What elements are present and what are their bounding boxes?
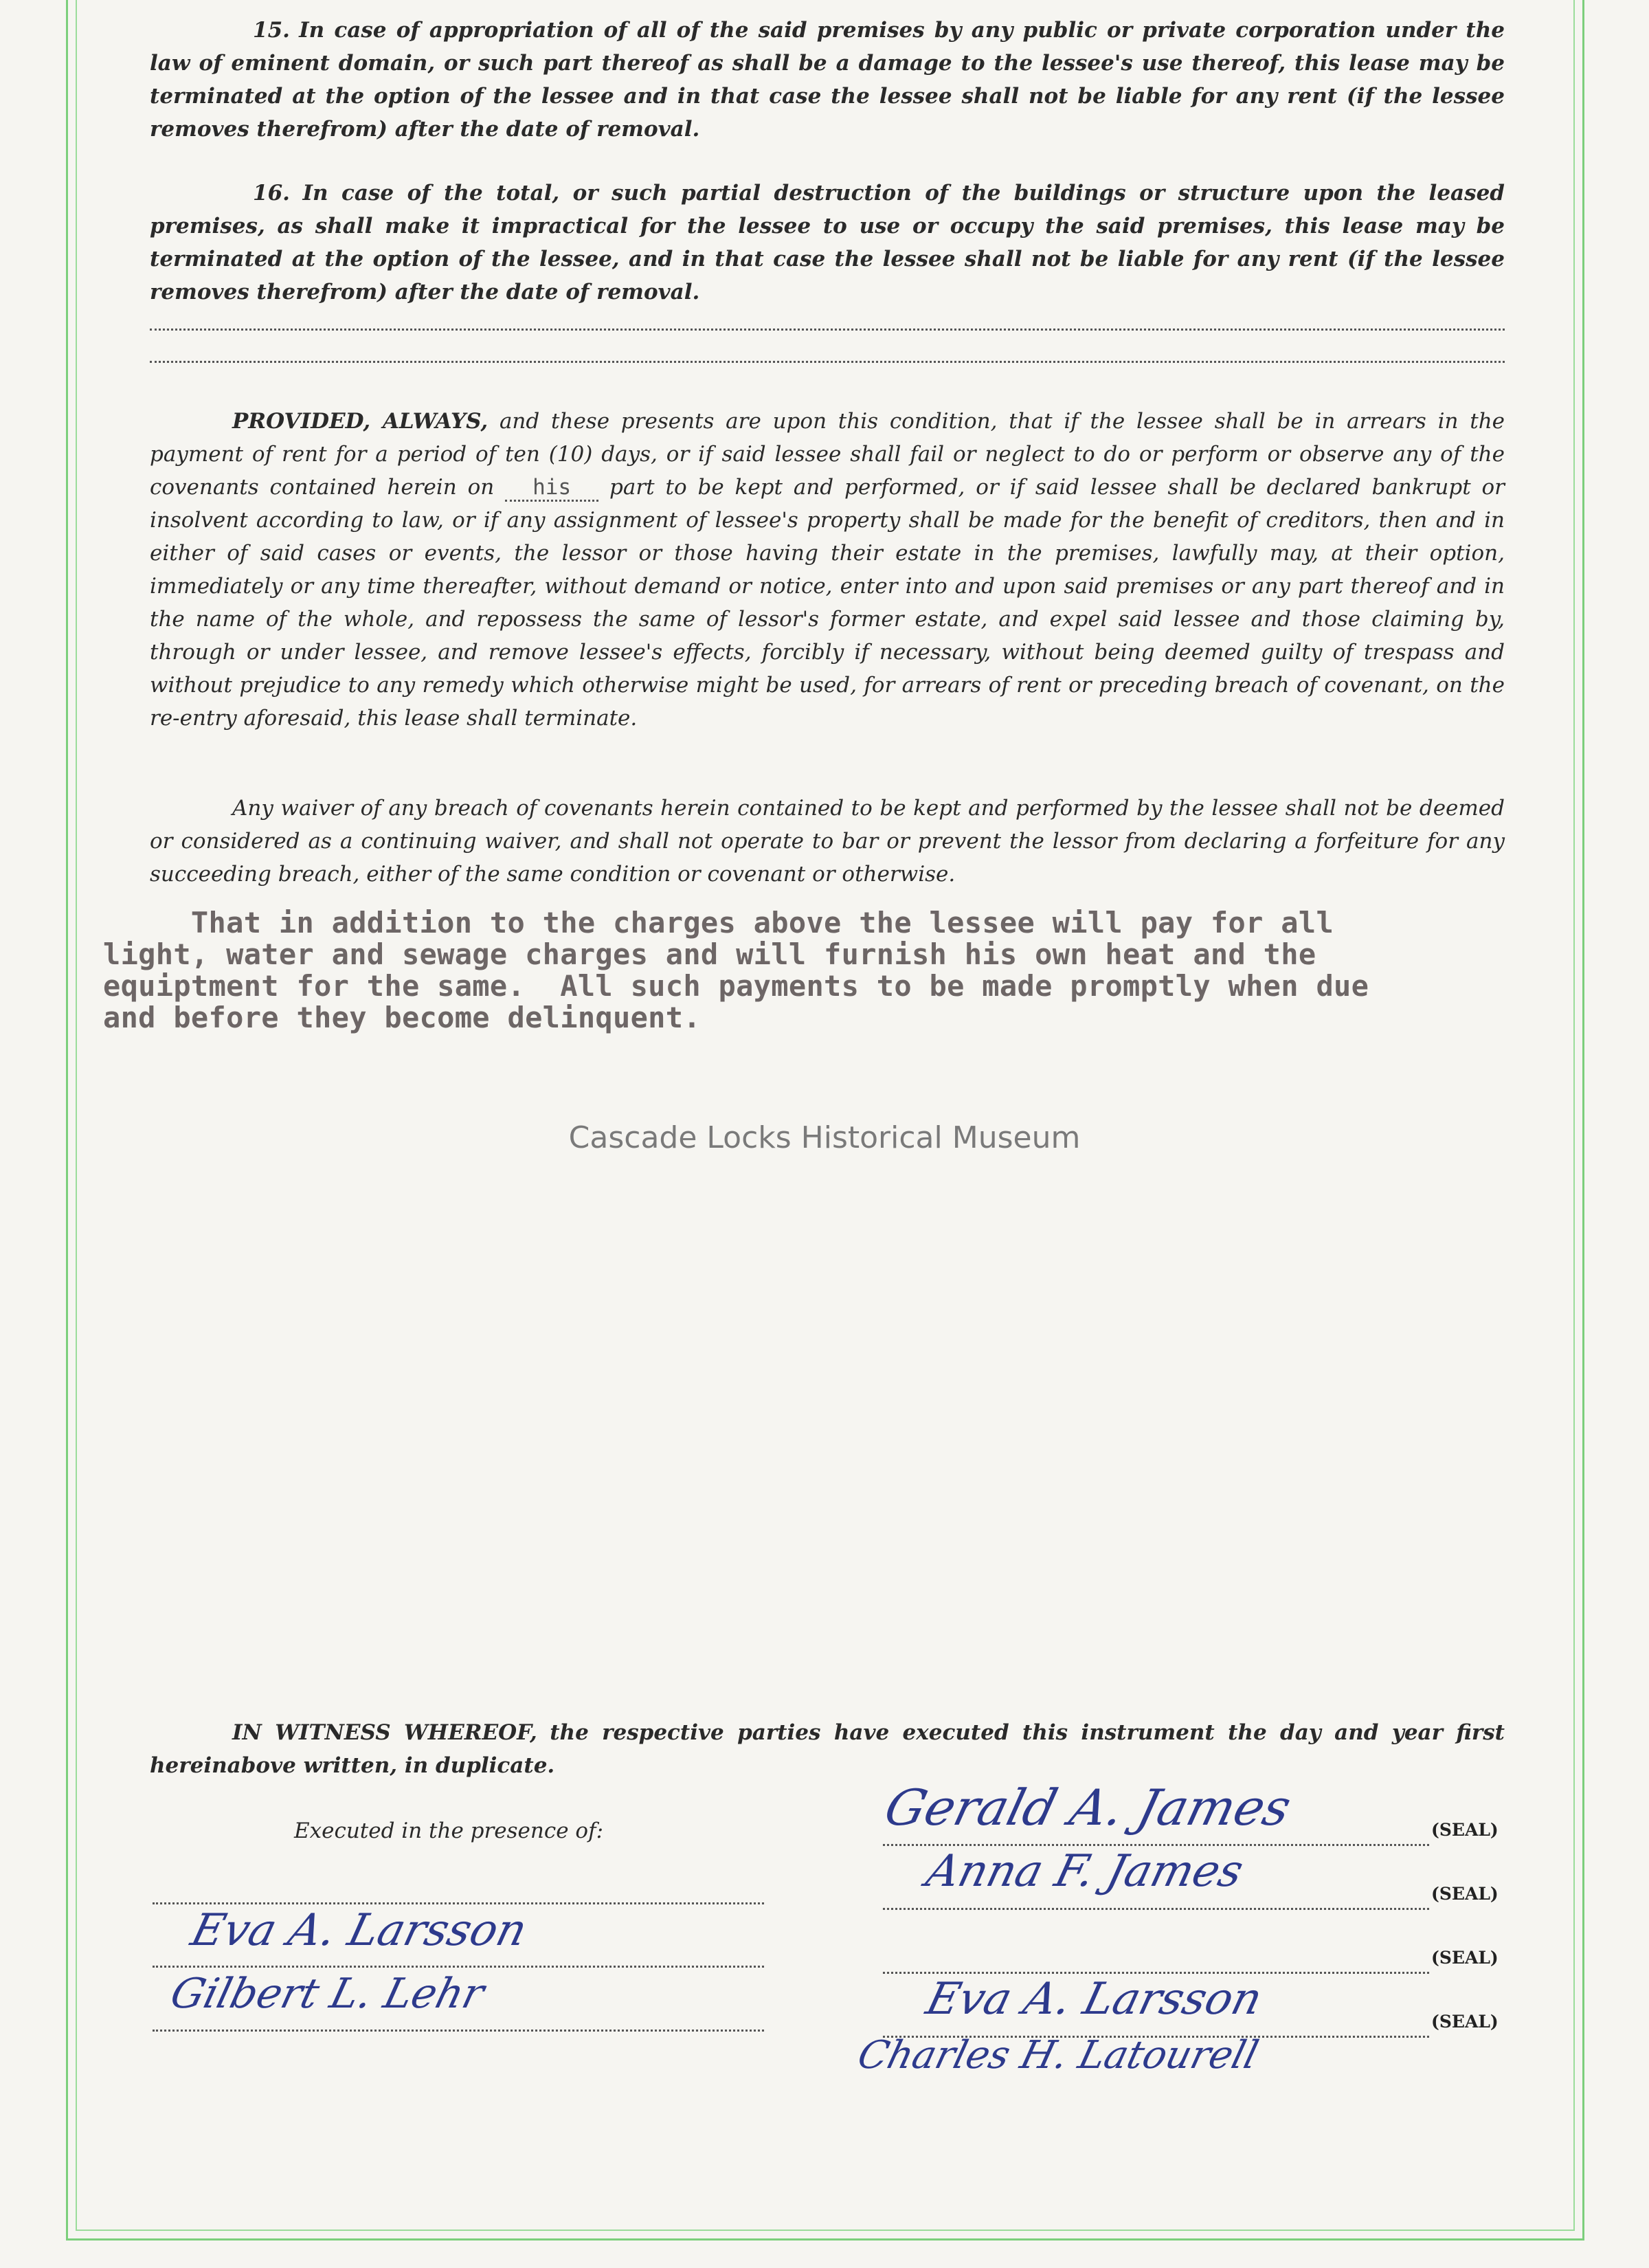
typed-addendum-line: equiptment for the same. All such payments to be made promptly when due bbox=[103, 969, 1369, 1003]
signature-charles-latourell: Charles H. Latourell bbox=[853, 2033, 1263, 2078]
seal-label: (SEAL) bbox=[1431, 1884, 1499, 1904]
typed-addendum-line: That in addition to the charges above the lessee will pay for all bbox=[103, 906, 1334, 940]
signature-gerald-james: Gerald A. James bbox=[879, 1779, 1297, 1836]
blank-line bbox=[150, 329, 1505, 331]
provided-always-clause bbox=[150, 405, 1505, 735]
signature-line bbox=[883, 1908, 1429, 1910]
waiver-text: Any waiver of any breach of covenants herein contained to be kept and performed by the lessee shall not be deemed or considered as a continuing waiver, and shall not operate to bar or prevent the lessor from declaring a forfeiture for any succeeding breach, either of the same condition or covenant or otherwise. bbox=[150, 796, 1505, 887]
clause-16-number: 16. bbox=[253, 181, 290, 205]
provided-text-before: and these presents are upon this condition, that if the lessee shall be in arrears in the payment of rent for a period of ten (10) days, or if said lessee shall fail or neglect to do or perform or observe any of the covenants contained herein on bbox=[150, 409, 1505, 500]
seal-label: (SEAL) bbox=[1431, 2012, 1499, 2032]
witness-lead: IN WITNESS WHEREOF, bbox=[232, 1720, 537, 1745]
inner-green-border bbox=[76, 0, 1575, 2231]
clause-16 bbox=[150, 177, 1505, 309]
clause-16-text: In case of the total, or such partial destruction of the buildings or structure upon the leased premises, as shall make it impractical for the lessee to use or occupy the said premises, this lease may be terminated at the option of the lessee, and in that case the lessee shall not be liable for any rent (if the lessee removes therefrom) after the date of removal. bbox=[150, 181, 1505, 304]
witness-signature-line bbox=[153, 1902, 764, 1904]
executed-in-presence-label: Executed in the presence of: bbox=[294, 1819, 604, 1843]
clause-15 bbox=[150, 14, 1505, 146]
clause-15-text: In case of appropriation of all of the said premises by any public or private corporation under the law of eminent domain, or such part thereof as shall be a damage to the lessee's use thereof, this lease may be terminated at the option of the lessee and in that case the lessee shall not be liable for any rent (if the lessee removes therefrom) after the date of removal. bbox=[150, 18, 1505, 142]
signature-anna-james: Anna F. James bbox=[921, 1846, 1248, 1897]
signature-eva-larsson-lessor: Eva A. Larsson bbox=[921, 1974, 1268, 2025]
museum-watermark: Cascade Locks Historical Museum bbox=[568, 1120, 1081, 1155]
witness-clause bbox=[150, 1716, 1505, 1782]
typed-addendum-line: and before they become delinquent. bbox=[103, 1001, 701, 1034]
witness-signature-line bbox=[153, 1966, 764, 1968]
provided-blank: his bbox=[505, 475, 598, 502]
witness-signature-eva-larsson: Eva A. Larsson bbox=[186, 1905, 532, 1956]
witness-signature-line bbox=[153, 2030, 764, 2032]
typed-addendum-line: light, water and sewage charges and will furnish his own heat and the bbox=[103, 937, 1316, 971]
seal-label: (SEAL) bbox=[1431, 1948, 1499, 1968]
provided-lead: PROVIDED, ALWAYS, bbox=[232, 409, 489, 434]
witness-text: the respective parties have executed this instrument the day and year first hereinabove written, in duplicate. bbox=[150, 1720, 1505, 1778]
waiver-clause bbox=[150, 792, 1505, 891]
seal-label: (SEAL) bbox=[1431, 1820, 1499, 1840]
provided-text-after: part to be kept and performed, or if said lessee shall be declared bankrupt or insolvent according to law, or if any assignment of lessee's property shall be made for the benefit of creditors, then and in either of said cases or events, the lessor or those having their estate in the premises, lawfully may, at their option, immediately or any time thereafter, without demand or notice, enter into and upon said premises or any part thereof and in the name of the whole, and repossess the same of lessor's former estate, and expel said lessee and those claiming by, through or under lessee, and remove lessee's effects, forcibly if necessary, without being deemed guilty of trespass and without prejudice to any remedy which otherwise might be used, for arrears of rent or preceding breach of covenant, on the re-entry aforesaid, this lease shall terminate. bbox=[150, 475, 1505, 731]
clause-15-number: 15. bbox=[253, 18, 290, 43]
blank-line bbox=[150, 361, 1505, 363]
witness-signature-gilbert-lehr: Gilbert L. Lehr bbox=[166, 1970, 489, 2018]
